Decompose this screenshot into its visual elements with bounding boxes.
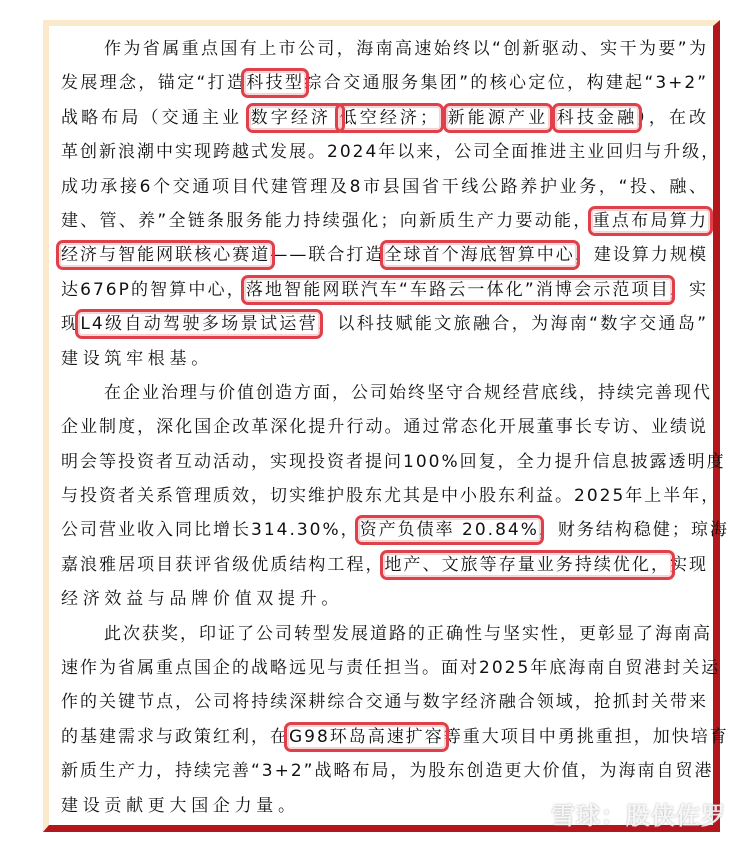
text-segment: 嘉浪雅居项目获评省级优质结构工程， xyxy=(61,554,385,575)
text-line xyxy=(61,754,714,788)
text-line xyxy=(61,685,708,719)
text-line xyxy=(61,170,708,204)
text-segment: 与投资者关系管理质效，切实维护股东尤其是中小股东利益。2025年上半年， xyxy=(61,486,721,507)
text-segment: 发展理念，锚定“打造 xyxy=(61,73,247,94)
text-line xyxy=(61,66,708,100)
paragraph xyxy=(61,32,721,376)
text-line xyxy=(61,238,708,272)
text-segment: 的基建需求与政策红利，在 xyxy=(61,726,289,747)
highlighted-phrase: 数字经济 xyxy=(250,107,340,128)
text-segment: 实现 xyxy=(669,554,709,575)
text-line xyxy=(61,376,712,410)
text-segment: 现 xyxy=(61,314,81,335)
text-line xyxy=(61,135,721,169)
text-line xyxy=(61,342,708,376)
highlighted-phrase: G98环岛高速扩容 xyxy=(289,726,444,747)
text-line xyxy=(61,445,726,479)
text-line xyxy=(61,548,708,582)
text-segment xyxy=(548,108,557,128)
text-segment: 速作为省属重点国企的战略远见与责任担当。面对2025年底海南自贸港封关运 xyxy=(61,658,721,679)
text-line xyxy=(61,720,729,754)
highlighted-phrase: 科技金融 xyxy=(556,107,638,128)
text-line xyxy=(61,513,729,547)
text-segment: 综合交通服务集团”的核心定位，构建起“3+2” xyxy=(304,73,709,94)
text-line xyxy=(61,410,708,444)
text-segment: 明会等投资者互动活动，实现投资者提问100%回复，全力提升信息披露透明度 xyxy=(61,451,726,472)
text-segment: 建、管、养”全链条服务能力持续强化；向新质生产力要动能， xyxy=(61,210,593,231)
text-segment: ），在改 xyxy=(637,107,709,128)
highlighted-phrase: 资产负债率 20.84% xyxy=(359,520,539,541)
text-segment: ，建设算力规模 xyxy=(574,245,708,266)
text-line xyxy=(61,479,721,513)
paragraph xyxy=(61,376,729,617)
text-line xyxy=(61,32,708,66)
paragraph xyxy=(61,617,729,823)
highlighted-phrase: 落地智能网联汽车“车路云一体化”消博会示范项目 xyxy=(245,279,670,300)
text-segment: 企业制度，深化国企改革深化提升行动。通过常态化开展董事长专访、业绩说 xyxy=(61,417,708,438)
text-line xyxy=(61,617,712,651)
text-segment: 战略布局（交通主业 xyxy=(61,107,251,128)
text-line xyxy=(61,307,708,341)
highlighted-phrase: 科技型 xyxy=(246,73,305,94)
text-segment: 达676P的智算中心， xyxy=(61,279,246,300)
article-frame xyxy=(43,20,729,832)
article-body xyxy=(61,32,729,823)
text-segment xyxy=(439,108,448,128)
text-line xyxy=(61,204,708,238)
text-segment: 作为省属重点国有上市公司，海南高速始终以“创新驱动、实干为要”为 xyxy=(104,39,708,59)
highlighted-phrase: 新能源产业 xyxy=(447,107,549,128)
highlighted-phrase: 全球首个海底智算中心 xyxy=(384,245,575,266)
text-segment: 建设筑牢根基。 xyxy=(61,348,213,369)
text-segment: 建设贡献更大国企力量。 xyxy=(61,795,300,816)
text-line xyxy=(61,582,708,616)
highlighted-phrase: 经济与智能网联核心赛道 xyxy=(61,245,271,266)
text-segment: ，以科技赋能文旅融合，为海南“数字交通岛” xyxy=(318,314,708,335)
text-segment: 等重大项目中勇挑重担，加快培育 xyxy=(443,726,729,747)
watermark-logo: 雪球：股侠佐罗 xyxy=(551,802,726,830)
highlighted-phrase: L4级自动驾驶多场景试运营 xyxy=(80,314,319,335)
text-line xyxy=(61,651,721,685)
text-segment: ，实 xyxy=(669,279,709,300)
text-segment: ，财务结构稳健；琼海 xyxy=(538,520,729,541)
highlighted-phrase: 地产、文旅等存量业务持续优化， xyxy=(384,554,670,575)
text-segment: 经济效益与品牌价值双提升。 xyxy=(61,589,344,610)
text-line xyxy=(61,273,708,307)
text-segment: 在企业治理与价值创造方面，公司始终坚守合规经营底线，持续完善现代 xyxy=(104,382,712,403)
text-segment: 革创新浪潮中实现跨越式发展。2024年以来，公司全面推进主业回归与升级， xyxy=(61,142,721,163)
text-segment: 此次获奖，印证了公司转型发展道路的正确性与坚实性，更彰显了海南高 xyxy=(104,623,712,644)
text-line xyxy=(61,101,708,135)
highlighted-phrase: 低空经济； xyxy=(339,107,440,128)
text-segment: 成功承接6个交通项目代建管理及8市县国省干线公路养护业务，“投、融、 xyxy=(61,176,708,197)
highlighted-phrase: 重点布局算力 xyxy=(592,210,709,231)
text-segment: 公司营业收入同比增长314.30%， xyxy=(61,520,360,541)
text-segment: ——联合打造 xyxy=(270,245,385,266)
text-segment: 新质生产力，持续完善“3+2”战略布局，为股东创造更大价值，为海南自贸港 xyxy=(61,761,714,782)
text-segment: 作的关键节点，公司将持续深耕综合交通与数字经济融合领域，抢抓封关带来 xyxy=(61,692,708,713)
